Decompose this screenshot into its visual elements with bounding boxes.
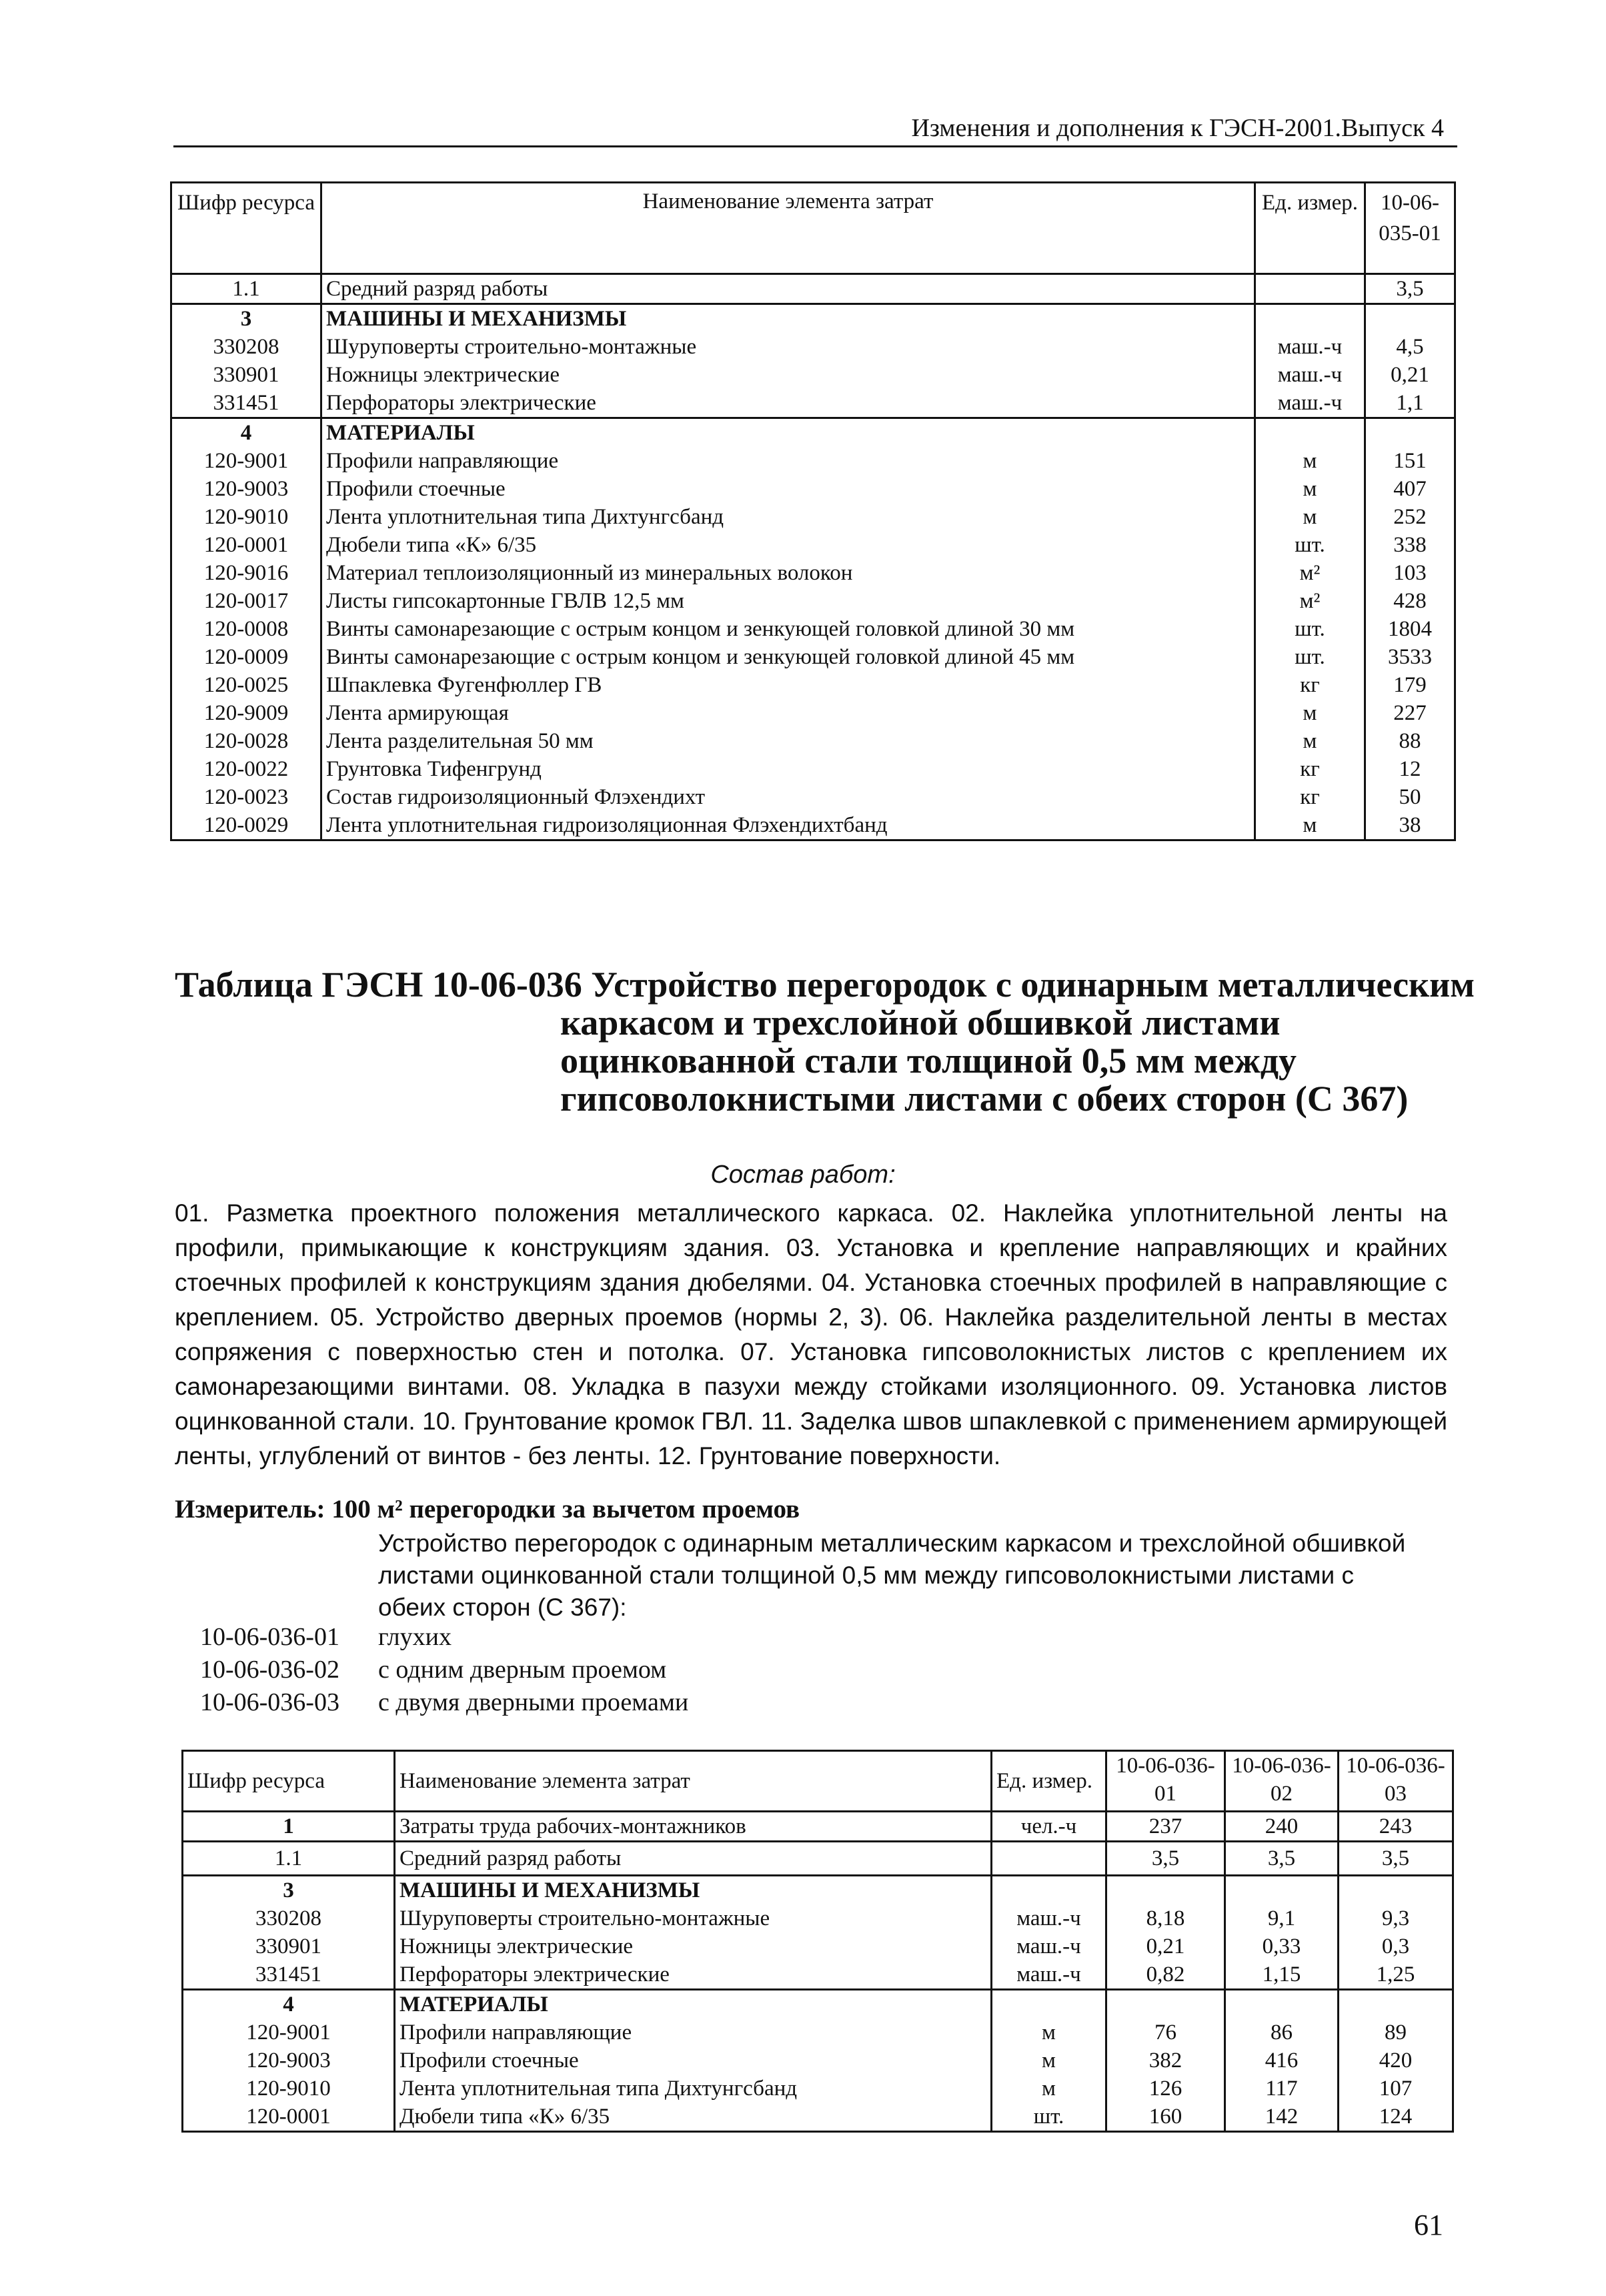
cell-value: 227 <box>1365 699 1455 727</box>
cell-name: Средний разряд работы <box>395 1842 992 1876</box>
table-row <box>171 503 1455 531</box>
table-row <box>171 475 1455 503</box>
cell-name: МАТЕРИАЛЫ <box>321 418 1255 448</box>
cell-v2: 117 <box>1225 2075 1339 2103</box>
cell-value: 3533 <box>1365 643 1455 671</box>
cell-name: Перфораторы электрические <box>321 389 1255 418</box>
cell-name: Грунтовка Тифенгрунд <box>321 755 1255 783</box>
cell-v3 <box>1339 1876 1453 1905</box>
header-value: 10-06-035-01 <box>1365 183 1455 274</box>
cell-name: Винты самонарезающие с острым концом и зенкующей головкой длиной 45 мм <box>321 643 1255 671</box>
cell-name: Шуруповерты строительно-монтажные <box>321 333 1255 361</box>
variant-name: с одним дверным проемом <box>378 1656 667 1684</box>
cell-value: 407 <box>1365 475 1455 503</box>
cell-unit: шт. <box>992 2103 1106 2132</box>
cell-name: Материал теплоизоляционный из минеральных волокон <box>321 559 1255 587</box>
cell-v2: 240 <box>1225 1812 1339 1842</box>
cell-unit: маш.-ч <box>1255 389 1365 418</box>
cell-name: Лента уплотнительная гидроизоляционная Флэхендихтбанд <box>321 811 1255 840</box>
cell-v2: 142 <box>1225 2103 1339 2132</box>
cell-unit: кг <box>1255 783 1365 811</box>
title-line: оцинкованной стали толщиной 0,5 мм между <box>560 1041 1297 1081</box>
cell-v3: 124 <box>1339 2103 1453 2132</box>
cell-v1: 237 <box>1106 1812 1225 1842</box>
variant-code: 10-06-036-02 <box>200 1656 339 1684</box>
cell-unit: шт. <box>1255 615 1365 643</box>
cell-v2: 86 <box>1225 2019 1339 2047</box>
cell-name: Состав гидроизоляционный Флэхендихт <box>321 783 1255 811</box>
cell-unit <box>992 1876 1106 1905</box>
cell-name: Лента разделительная 50 мм <box>321 727 1255 755</box>
cell-code: 120-0025 <box>171 671 321 699</box>
title-line: каркасом и трехслойной обшивкой листами <box>560 1003 1281 1043</box>
cell-unit: кг <box>1255 755 1365 783</box>
cell-code: 120-9003 <box>183 2047 395 2075</box>
header-unit: Ед. измер. <box>1255 183 1365 274</box>
cell-unit: м <box>992 2075 1106 2103</box>
cell-unit <box>1255 274 1365 304</box>
table-row <box>171 447 1455 475</box>
table-row <box>183 1904 1453 1932</box>
cell-unit: маш.-ч <box>992 1960 1106 1990</box>
header-name: Наименование элемента затрат <box>395 1751 992 1812</box>
cell-name: Перфораторы электрические <box>395 1960 992 1990</box>
header-unit: Ед. измер. <box>992 1751 1106 1812</box>
cell-value: 0,21 <box>1365 361 1455 389</box>
cell-value: 103 <box>1365 559 1455 587</box>
cell-value: 38 <box>1365 811 1455 840</box>
cell-code: 1.1 <box>171 274 321 304</box>
cell-code: 1.1 <box>183 1842 395 1876</box>
table-row <box>171 671 1455 699</box>
cell-value <box>1365 418 1455 448</box>
cell-v3: 89 <box>1339 2019 1453 2047</box>
variant-code: 10-06-036-01 <box>200 1623 339 1651</box>
cell-code: 1 <box>183 1812 395 1842</box>
cell-v2: 0,33 <box>1225 1932 1339 1960</box>
cell-v3: 0,3 <box>1339 1932 1453 1960</box>
resource-table-036 <box>181 1750 1454 2133</box>
cell-v3 <box>1339 1990 1453 2019</box>
cell-unit <box>1255 304 1365 334</box>
table-row <box>171 587 1455 615</box>
table-row <box>171 811 1455 840</box>
cell-code: 120-0001 <box>171 531 321 559</box>
cell-value: 3,5 <box>1365 274 1455 304</box>
cell-unit <box>992 1842 1106 1876</box>
cell-v3: 107 <box>1339 2075 1453 2103</box>
cell-name: Листы гипсокартонные ГВЛВ 12,5 мм <box>321 587 1255 615</box>
cell-code: 3 <box>171 304 321 334</box>
cell-value: 151 <box>1365 447 1455 475</box>
cell-v1 <box>1106 1876 1225 1905</box>
cell-code: 3 <box>183 1876 395 1905</box>
cell-name: Профили стоечные <box>321 475 1255 503</box>
header-c3: 10-06-036-03 <box>1339 1751 1453 1812</box>
table-row <box>183 2075 1453 2103</box>
cell-code: 120-0023 <box>171 783 321 811</box>
header-c2: 10-06-036-02 <box>1225 1751 1339 1812</box>
cell-value: 1804 <box>1365 615 1455 643</box>
page-number: 61 <box>1414 2209 1443 2241</box>
cell-name: Шуруповерты строительно-монтажные <box>395 1904 992 1932</box>
cell-unit <box>992 1990 1106 2019</box>
cell-v2: 1,15 <box>1225 1960 1339 1990</box>
table-row <box>183 1960 1453 1990</box>
cell-name: Ножницы электрические <box>321 361 1255 389</box>
cell-code: 120-9001 <box>183 2019 395 2047</box>
measure-description: Устройство перегородок с одинарным металлическим каркасом и трехслойной обшивкой листами оцинкованной стали толщиной 0,5 мм между гипсоволокнистыми листами с обеих сторон (С 367): <box>378 1530 1406 1621</box>
cell-code: 4 <box>171 418 321 448</box>
cell-value: 4,5 <box>1365 333 1455 361</box>
cell-unit: м <box>1255 727 1365 755</box>
cell-unit: м <box>1255 811 1365 840</box>
cell-value: 428 <box>1365 587 1455 615</box>
cell-unit: шт. <box>1255 531 1365 559</box>
measure-value: 100 м² перегородки за вычетом проемов <box>331 1495 800 1524</box>
cell-unit: маш.-ч <box>1255 361 1365 389</box>
work-composition-label: Состав работ: <box>710 1161 896 1189</box>
cell-value: 252 <box>1365 503 1455 531</box>
cell-name: Профили стоечные <box>395 2047 992 2075</box>
table-row <box>171 304 1455 334</box>
cell-code: 331451 <box>171 389 321 418</box>
table-row <box>171 615 1455 643</box>
work-composition-text: 01. Разметка проектного положения металлического каркаса. 02. Наклейка уплотнительной ленты на профили, примыкающие к конструкциям здания. 03. Установка и крепление направляющих и крайних стоечных профилей к конструкциям здания дюбелями. 04. Установка стоечных профилей в направляющие с креплением. 05. Устройство дверных проемов (нормы 2, 3). 06. Наклейка разделительной ленты в местах сопряжения с поверхностью стен и потолка. 07. Установка гипсоволокнистых листов с креплением их самонарезающими винтами. 08. Укладка в пазухи между стойками изоляционного. 09. Установка листов оцинкованной стали. 10. Грунтование кромок ГВЛ. 11. Заделка швов шпаклевкой с применением армирующей ленты, углублений от винтов - без ленты. 12. Грунтование поверхности. <box>175 1199 1447 1470</box>
cell-unit: маш.-ч <box>992 1904 1106 1932</box>
cell-code: 331451 <box>183 1960 395 1990</box>
cell-value: 1,1 <box>1365 389 1455 418</box>
cell-code: 120-0001 <box>183 2103 395 2132</box>
cell-unit: м² <box>1255 559 1365 587</box>
cell-v2 <box>1225 1990 1339 2019</box>
table-row <box>183 1932 1453 1960</box>
variant-name: с двумя дверными проемами <box>378 1688 689 1716</box>
cell-name: Лента уплотнительная типа Дихтунгсбанд <box>395 2075 992 2103</box>
cell-unit: маш.-ч <box>992 1932 1106 1960</box>
table-row <box>171 531 1455 559</box>
cell-code: 120-0029 <box>171 811 321 840</box>
cell-v2 <box>1225 1876 1339 1905</box>
cell-v3: 243 <box>1339 1812 1453 1842</box>
cell-name: Лента армирующая <box>321 699 1255 727</box>
cell-unit: кг <box>1255 671 1365 699</box>
cell-unit: м <box>992 2019 1106 2047</box>
cell-unit: м <box>1255 475 1365 503</box>
cell-v1: 0,21 <box>1106 1932 1225 1960</box>
cell-v3: 420 <box>1339 2047 1453 2075</box>
table-title <box>175 965 1475 1119</box>
cell-value: 12 <box>1365 755 1455 783</box>
resource-table-035 <box>170 181 1456 841</box>
cell-value: 338 <box>1365 531 1455 559</box>
header-text: Изменения и дополнения к ГЭСН-2001.Выпуск 4 <box>911 114 1444 142</box>
cell-v3: 9,3 <box>1339 1904 1453 1932</box>
table-row <box>171 699 1455 727</box>
cell-name: МАШИНЫ И МЕХАНИЗМЫ <box>321 304 1255 334</box>
cell-name: Профили направляющие <box>321 447 1255 475</box>
measure-line <box>175 1494 800 1524</box>
table-row <box>171 559 1455 587</box>
table-row <box>171 783 1455 811</box>
table-row <box>183 1990 1453 2019</box>
table-row <box>171 274 1455 304</box>
cell-name: Лента уплотнительная типа Дихтунгсбанд <box>321 503 1255 531</box>
cell-v1: 76 <box>1106 2019 1225 2047</box>
cell-unit: шт. <box>1255 643 1365 671</box>
table-row <box>183 2047 1453 2075</box>
cell-name: Дюбели типа «К» 6/35 <box>395 2103 992 2132</box>
cell-code: 120-0028 <box>171 727 321 755</box>
cell-v1: 382 <box>1106 2047 1225 2075</box>
cell-code: 120-9003 <box>171 475 321 503</box>
cell-code: 330901 <box>183 1932 395 1960</box>
variant-name: глухих <box>378 1623 452 1651</box>
table-row <box>171 361 1455 389</box>
cell-value: 179 <box>1365 671 1455 699</box>
cell-code: 120-0008 <box>171 615 321 643</box>
table-row <box>183 1876 1453 1905</box>
cell-code: 120-9016 <box>171 559 321 587</box>
cell-name: МАТЕРИАЛЫ <box>395 1990 992 2019</box>
cell-unit: м <box>992 2047 1106 2075</box>
cell-v1: 160 <box>1106 2103 1225 2132</box>
cell-name: Винты самонарезающие с острым концом и зенкующей головкой длиной 30 мм <box>321 615 1255 643</box>
cell-name: Средний разряд работы <box>321 274 1255 304</box>
cell-code: 120-9009 <box>171 699 321 727</box>
cell-value: 88 <box>1365 727 1455 755</box>
cell-name: Профили направляющие <box>395 2019 992 2047</box>
table-row <box>183 2019 1453 2047</box>
header-code: Шифр ресурса <box>171 183 321 274</box>
title-line: гипсоволокнистыми листами с обеих сторон (С 367) <box>560 1079 1409 1119</box>
cell-name: Затраты труда рабочих-монтажников <box>395 1812 992 1842</box>
cell-code: 330208 <box>171 333 321 361</box>
cell-unit <box>1255 418 1365 448</box>
table-row <box>171 333 1455 361</box>
cell-v1: 3,5 <box>1106 1842 1225 1876</box>
cell-code: 120-9010 <box>183 2075 395 2103</box>
cell-value: 50 <box>1365 783 1455 811</box>
cell-v2: 3,5 <box>1225 1842 1339 1876</box>
cell-unit: чел.-ч <box>992 1812 1106 1842</box>
cell-value <box>1365 304 1455 334</box>
table-row <box>183 1842 1453 1876</box>
table-row <box>183 2103 1453 2132</box>
table-row <box>183 1812 1453 1842</box>
cell-code: 120-0009 <box>171 643 321 671</box>
table-row <box>171 727 1455 755</box>
cell-v1: 126 <box>1106 2075 1225 2103</box>
cell-unit: м <box>1255 503 1365 531</box>
cell-code: 120-0017 <box>171 587 321 615</box>
cell-code: 330208 <box>183 1904 395 1932</box>
table-header-row <box>171 183 1455 274</box>
cell-unit: маш.-ч <box>1255 333 1365 361</box>
measure-label: Измеритель: <box>175 1495 325 1524</box>
cell-code: 120-9010 <box>171 503 321 531</box>
cell-v3: 1,25 <box>1339 1960 1453 1990</box>
cell-unit: м <box>1255 699 1365 727</box>
cell-name: Шпаклевка Фугенфюллер ГВ <box>321 671 1255 699</box>
title-line: Таблица ГЭСН 10-06-036 Устройство перегородок с одинарным металлическим <box>175 965 1475 1005</box>
header-code: Шифр ресурса <box>183 1751 395 1812</box>
cell-name: МАШИНЫ И МЕХАНИЗМЫ <box>395 1876 992 1905</box>
cell-code: 120-0022 <box>171 755 321 783</box>
table-header-row <box>183 1751 1453 1812</box>
header-name: Наименование элемента затрат <box>321 183 1255 274</box>
cell-v2: 416 <box>1225 2047 1339 2075</box>
cell-v3: 3,5 <box>1339 1842 1453 1876</box>
cell-v2: 9,1 <box>1225 1904 1339 1932</box>
cell-unit: м <box>1255 447 1365 475</box>
cell-name: Ножницы электрические <box>395 1932 992 1960</box>
variant-code: 10-06-036-03 <box>200 1688 339 1716</box>
cell-v1: 8,18 <box>1106 1904 1225 1932</box>
cell-code: 330901 <box>171 361 321 389</box>
table-row <box>171 418 1455 448</box>
running-header <box>173 107 1457 147</box>
table-row <box>171 643 1455 671</box>
cell-code: 120-9001 <box>171 447 321 475</box>
header-c1: 10-06-036-01 <box>1106 1751 1225 1812</box>
table-row <box>171 755 1455 783</box>
cell-code: 4 <box>183 1990 395 2019</box>
cell-name: Дюбели типа «К» 6/35 <box>321 531 1255 559</box>
cell-unit: м² <box>1255 587 1365 615</box>
table-row <box>171 389 1455 418</box>
cell-v1: 0,82 <box>1106 1960 1225 1990</box>
cell-v1 <box>1106 1990 1225 2019</box>
